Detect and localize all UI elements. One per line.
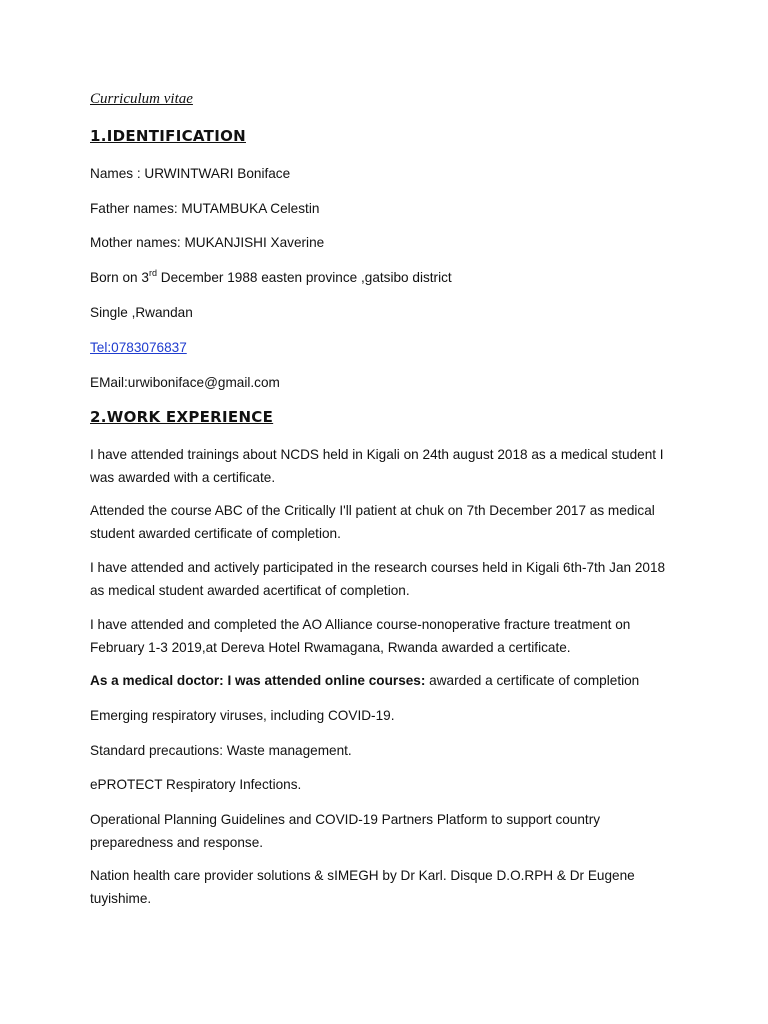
section-heading-work-experience: 2.WORK EXPERIENCE (90, 408, 274, 426)
names-line: Names : URWINTWARI Boniface (90, 166, 291, 181)
course-item: Nation health care provider solutions & sIMEGH by Dr Karl. Disque D.O.RPH & Dr Eugene tuyishime. (90, 868, 635, 906)
experience-paragraph-research: I have attended and actively participated in the research courses held in Kigali 6th-7th Jan 2018 as medical student awarded acertificat of completion. (90, 560, 666, 598)
telephone-link[interactable]: Tel:0783076837 (90, 340, 187, 355)
birth-details: December 1988 easten province ,gatsibo district (156, 270, 452, 285)
birth-line (90, 267, 452, 289)
online-courses-note: awarded a certificate of completion (425, 673, 640, 688)
online-courses-label: As a medical doctor: I was attended online courses: (90, 673, 426, 688)
birth-prefix: Born on 3 (90, 270, 149, 285)
course-item: Standard precautions: Waste management. (90, 743, 352, 758)
course-item: Emerging respiratory viruses, including COVID-19. (90, 708, 395, 723)
telephone-line (90, 337, 187, 359)
document-title: Curriculum vitae (90, 91, 193, 107)
experience-paragraph-abc-course: Attended the course ABC of the Critically I'll patient at chuk on 7th December 2017 as medical student awarded certificate of completion. (90, 503, 655, 541)
marital-nationality-line: Single ,Rwandan (90, 305, 193, 320)
email-line: EMail:urwiboniface@gmail.com (90, 375, 280, 390)
experience-paragraph-ao-alliance: I have attended and completed the AO Alliance course-nonoperative fracture treatment on February 1-3 2019,at Dereva Hotel Rwamagana, Rwanda awarded a certificate. (90, 617, 631, 655)
online-courses-line (90, 670, 639, 692)
experience-paragraph-ncds: I have attended trainings about NCDS held in Kigali on 24th august 2018 as a medical student I was awarded with a certificate. (90, 447, 664, 485)
section-heading-identification: 1.IDENTIFICATION (90, 127, 246, 145)
mother-names-line: Mother names: MUKANJISHI Xaverine (90, 235, 325, 250)
father-names-line: Father names: MUTAMBUKA Celestin (90, 201, 320, 216)
course-item: Operational Planning Guidelines and COVID-19 Partners Platform to support country preparedness and response. (90, 812, 601, 850)
course-item: ePROTECT Respiratory Infections. (90, 777, 302, 792)
birth-ordinal-suffix: rd (148, 268, 157, 278)
